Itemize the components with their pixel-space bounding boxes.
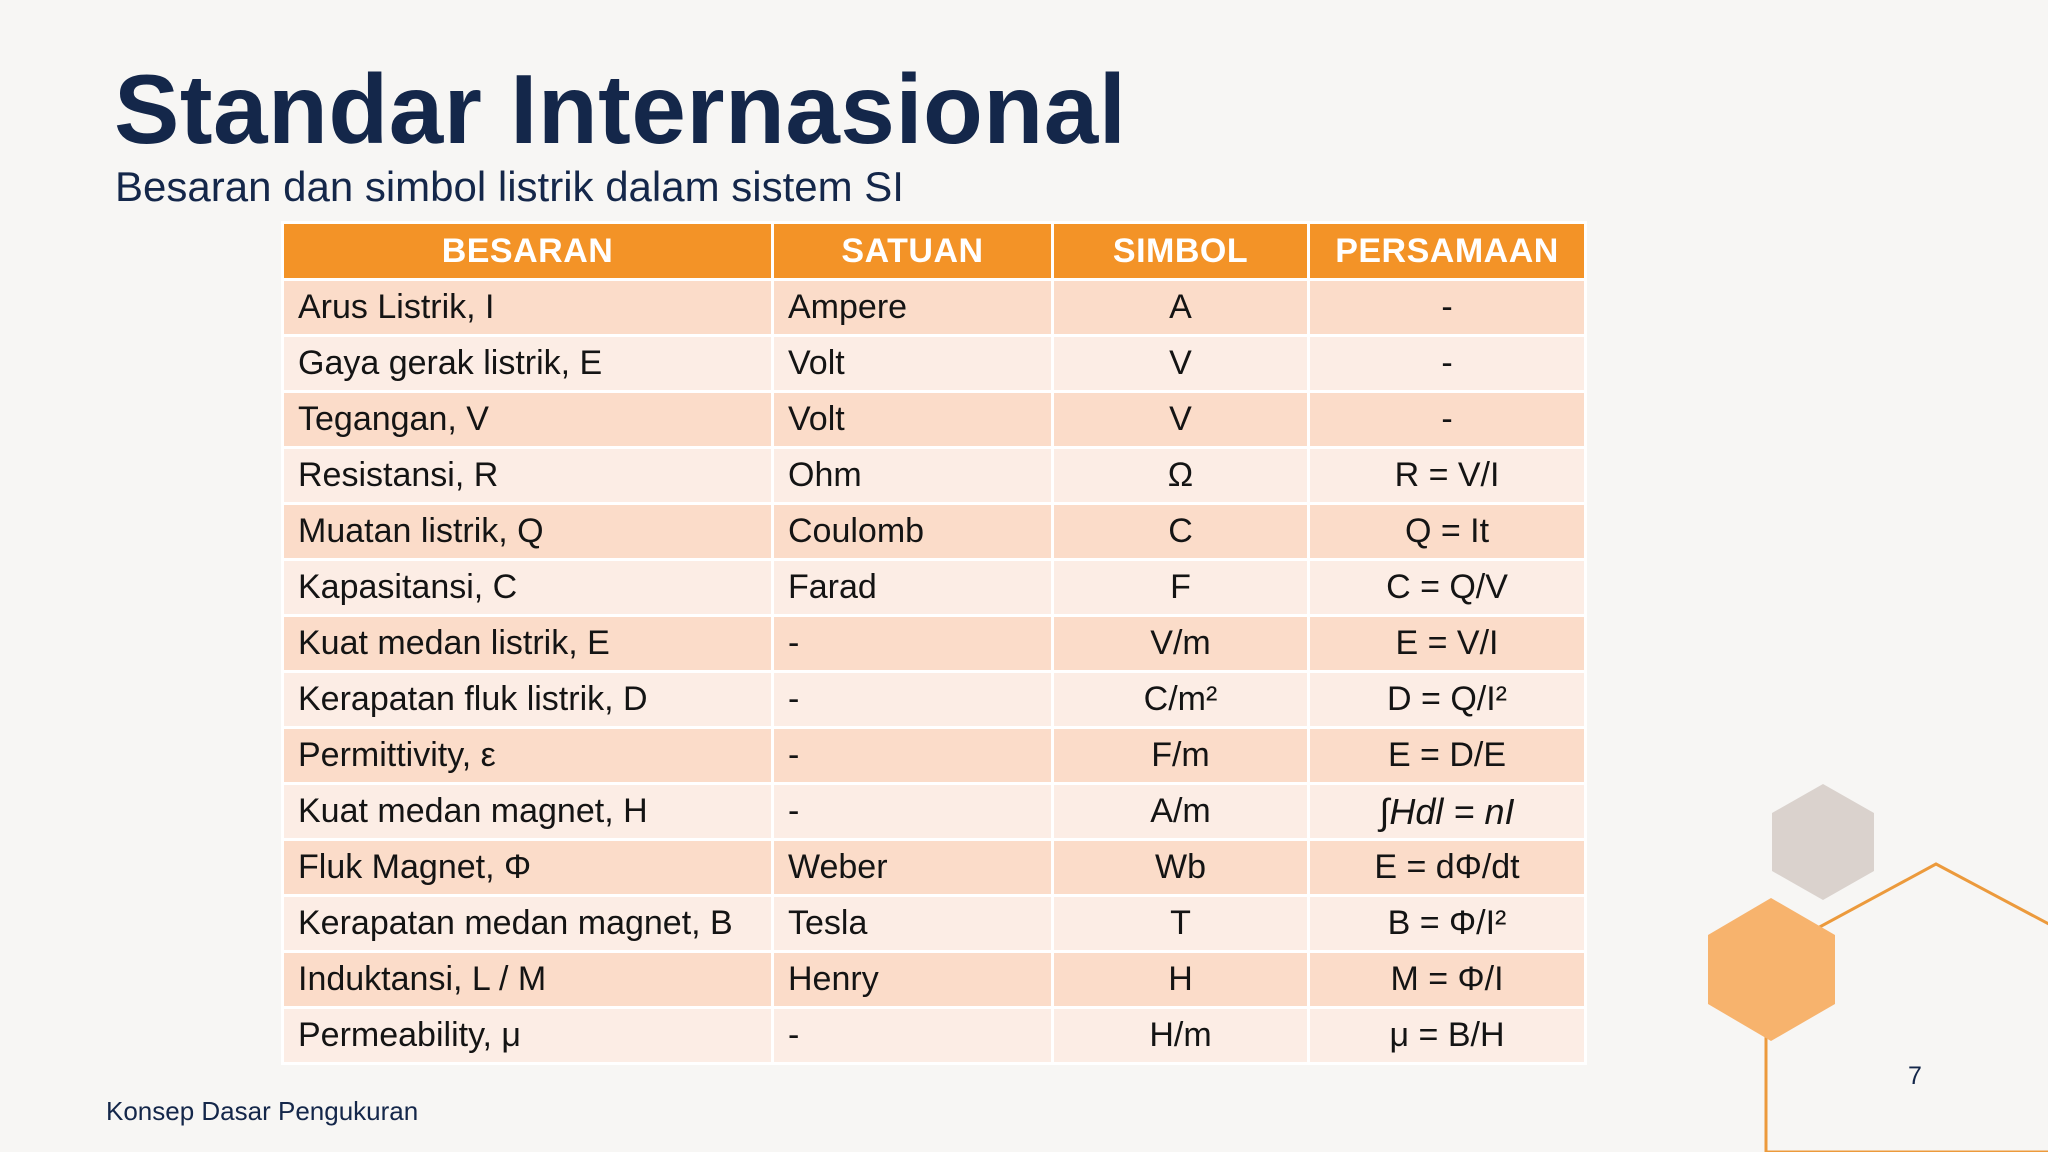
cell-besaran: Permittivity, ε <box>283 728 773 784</box>
cell-simbol: C <box>1053 504 1309 560</box>
cell-satuan: - <box>773 728 1053 784</box>
table-header-row <box>283 223 1586 280</box>
cell-simbol: Ω <box>1053 448 1309 504</box>
table-row <box>283 952 1586 1008</box>
cell-satuan: Volt <box>773 392 1053 448</box>
cell-besaran: Resistansi, R <box>283 448 773 504</box>
cell-satuan: - <box>773 1008 1053 1064</box>
cell-besaran: Kuat medan listrik, E <box>283 616 773 672</box>
table-row <box>283 504 1586 560</box>
cell-simbol: A/m <box>1053 784 1309 840</box>
cell-persamaan: - <box>1309 336 1586 392</box>
cell-satuan: Henry <box>773 952 1053 1008</box>
cell-persamaan: μ = B/H <box>1309 1008 1586 1064</box>
cell-persamaan: Q = It <box>1309 504 1586 560</box>
header-persamaan: PERSAMAAN <box>1309 223 1586 280</box>
slide-title: Standar Internasional <box>114 54 1127 164</box>
cell-persamaan: M = Φ/I <box>1309 952 1586 1008</box>
cell-persamaan: R = V/I <box>1309 448 1586 504</box>
cell-besaran: Muatan listrik, Q <box>283 504 773 560</box>
header-satuan: SATUAN <box>773 223 1053 280</box>
cell-simbol: Wb <box>1053 840 1309 896</box>
cell-simbol: C/m² <box>1053 672 1309 728</box>
cell-satuan: Tesla <box>773 896 1053 952</box>
cell-besaran: Induktansi, L / M <box>283 952 773 1008</box>
cell-simbol: T <box>1053 896 1309 952</box>
table-row <box>283 448 1586 504</box>
cell-persamaan: C = Q/V <box>1309 560 1586 616</box>
cell-satuan: - <box>773 616 1053 672</box>
cell-simbol: V <box>1053 336 1309 392</box>
house-outline-shape <box>1766 864 2048 1152</box>
cell-satuan: - <box>773 672 1053 728</box>
cell-persamaan: - <box>1309 280 1586 336</box>
cell-persamaan: D = Q/I² <box>1309 672 1586 728</box>
cell-simbol: V <box>1053 392 1309 448</box>
cell-simbol: V/m <box>1053 616 1309 672</box>
table-row <box>283 840 1586 896</box>
cell-besaran: Kuat medan magnet, H <box>283 784 773 840</box>
table-row <box>283 784 1586 840</box>
cell-besaran: Arus Listrik, I <box>283 280 773 336</box>
cell-simbol: F <box>1053 560 1309 616</box>
header-simbol: SIMBOL <box>1053 223 1309 280</box>
cell-persamaan: B = Φ/I² <box>1309 896 1586 952</box>
table-row <box>283 1008 1586 1064</box>
cell-persamaan: ∫Hdl = nI <box>1309 784 1586 840</box>
cell-satuan: Farad <box>773 560 1053 616</box>
hexagon-orange-shape <box>1708 898 1835 1041</box>
cell-besaran: Kapasitansi, C <box>283 560 773 616</box>
cell-besaran: Kerapatan fluk listrik, D <box>283 672 773 728</box>
cell-besaran: Fluk Magnet, Φ <box>283 840 773 896</box>
cell-satuan: Coulomb <box>773 504 1053 560</box>
cell-persamaan: E = D/E <box>1309 728 1586 784</box>
table-row <box>283 672 1586 728</box>
cell-persamaan: E = V/I <box>1309 616 1586 672</box>
cell-satuan: Weber <box>773 840 1053 896</box>
cell-simbol: H <box>1053 952 1309 1008</box>
cell-satuan: - <box>773 784 1053 840</box>
si-units-table <box>281 221 1587 1065</box>
cell-satuan: Ampere <box>773 280 1053 336</box>
cell-simbol: F/m <box>1053 728 1309 784</box>
table-row <box>283 616 1586 672</box>
cell-simbol: H/m <box>1053 1008 1309 1064</box>
cell-besaran: Kerapatan medan magnet, B <box>283 896 773 952</box>
table-row <box>283 336 1586 392</box>
header-besaran: BESARAN <box>283 223 773 280</box>
cell-besaran: Tegangan, V <box>283 392 773 448</box>
slide-subtitle: Besaran dan simbol listrik dalam sistem SI <box>115 163 904 210</box>
cell-persamaan: - <box>1309 392 1586 448</box>
cell-satuan: Ohm <box>773 448 1053 504</box>
cell-persamaan: E = dΦ/dt <box>1309 840 1586 896</box>
cell-besaran: Gaya gerak listrik, E <box>283 336 773 392</box>
table-row <box>283 280 1586 336</box>
cell-satuan: Volt <box>773 336 1053 392</box>
table-row <box>283 728 1586 784</box>
page-number: 7 <box>1908 1062 1922 1090</box>
table-row <box>283 560 1586 616</box>
cell-besaran: Permeability, μ <box>283 1008 773 1064</box>
hexagon-gray-shape <box>1772 784 1874 900</box>
table-row <box>283 896 1586 952</box>
table-row <box>283 392 1586 448</box>
cell-simbol: A <box>1053 280 1309 336</box>
footer-text: Konsep Dasar Pengukuran <box>106 1096 419 1126</box>
